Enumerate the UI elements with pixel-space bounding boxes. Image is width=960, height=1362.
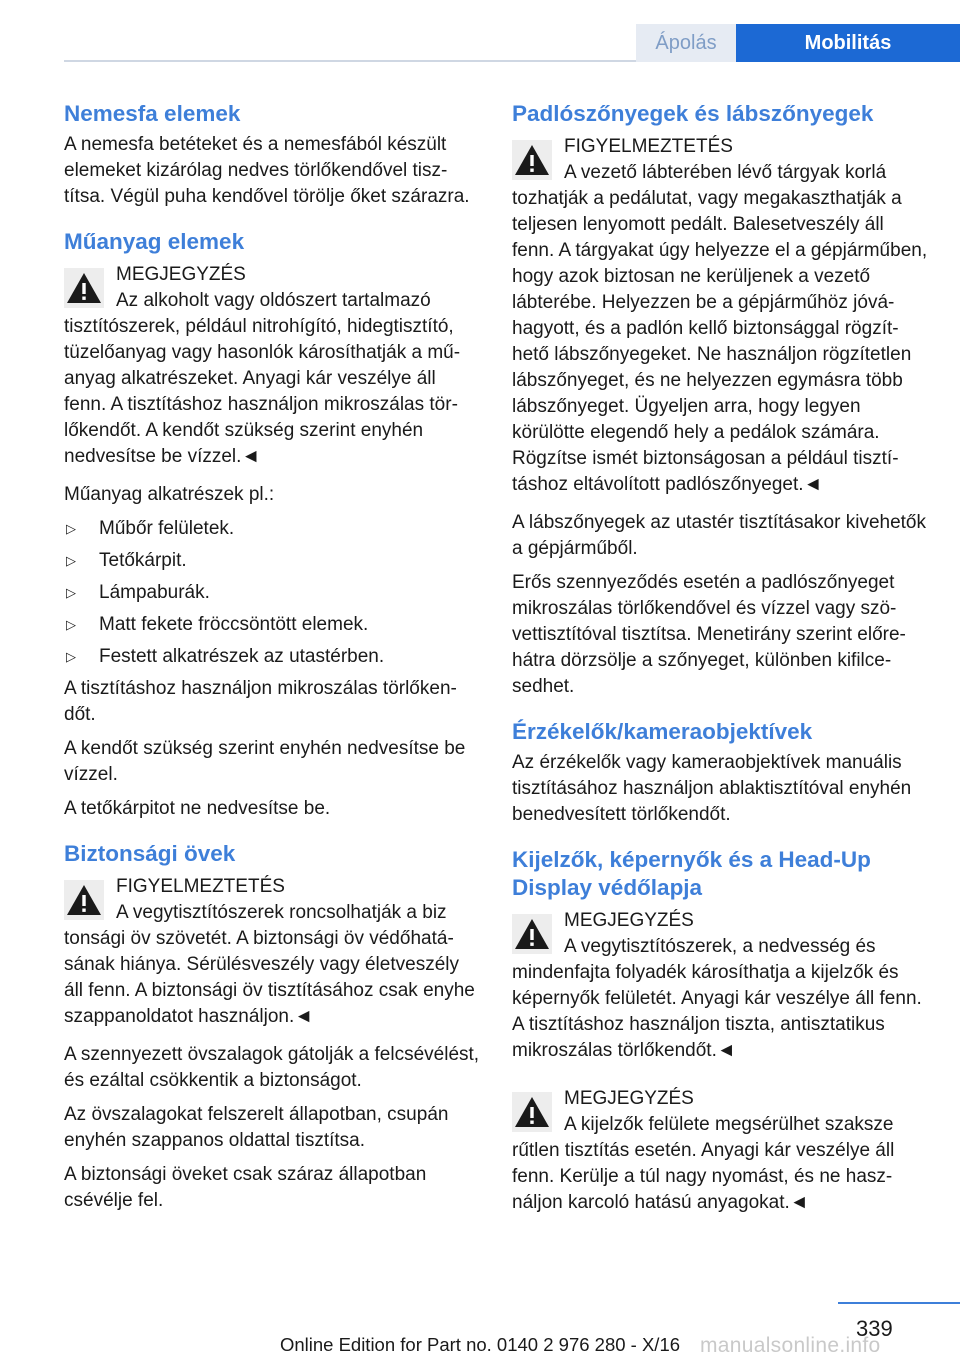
warning-text: rűtlen tisztítás esetén. Anyagi kár veszélye áll fenn. Kerülje a túl nagy nyomást, és ne használjon karcoló hatású anyagokat.◄ [512, 1140, 895, 1213]
warning-note [512, 134, 928, 498]
paragraph: Erős szennyeződés esetén a padlószőnyeget mikroszálas törlőkendővel és vízzel vagy szövettisztítóval tisztítsa. Menetirány szerint előre-hátra dörzsölje a szőnyeget, különben kifilcesedhet. [512, 572, 906, 697]
paragraph: A nemesfa betéteket és a nemesfából készült elemeket kizárólag nedves törlőkendővel tisztítsa. Végül puha kendővel törölje őket szárazra. [64, 134, 470, 207]
section-title-padloszonyegek: Padlószőnyegek és lábszőnyegek [512, 101, 874, 126]
warning-triangle-icon [512, 1092, 552, 1132]
paragraph: Az érzékelők vagy kameraobjektívek manuális tisztításához használjon ablaktisztítóval enyhén benedvesített törlőkendőt. [512, 752, 912, 825]
warning-title: FIGYELMEZTETÉS [564, 136, 733, 157]
warning-text: mindenfajta folyadék károsíthatja a kijelzők és képernyők felületét. Anyagi kár veszélye áll fenn. A tisztításhoz használjon tiszta, antisztatikus mikroszálas törlőkendőt.◄ [512, 962, 922, 1061]
warning-note [512, 1086, 928, 1216]
section-title-muanyag: Műanyag elemek [64, 229, 245, 254]
list-item: ▷ Műbőr felületek. [64, 516, 480, 542]
warning-text-first: Az alkoholt vagy oldószert tartalmazó [116, 290, 431, 311]
section-title-kijelzok: Kijelzők, képernyők és a Head-Up Display védőlapja [512, 847, 871, 900]
warning-triangle-icon [512, 140, 552, 180]
warning-triangle-icon [64, 268, 104, 308]
bullet-triangle-icon: ▷ [66, 521, 76, 536]
paragraph: A lábszőnyegek az utastér tisztításakor kivehetők a gépjárműből. [512, 512, 926, 559]
warning-triangle-icon [64, 880, 104, 920]
warning-text: tisztítószerek, például nitrohígító, hidegtisztító, tüzelőanyag vagy hasonlók károsíthatják a műanyag alkatrészeket. Anyagi kár veszélye áll fenn. A tisztításhoz használjon mikroszálas törlőkendőt. A kendőt szükség szerint enyhén nedvesítse be vízzel.◄ [64, 316, 461, 467]
left-column [64, 100, 480, 1222]
tab-mobilitas[interactable]: Mobilitás [736, 24, 960, 62]
warning-text-first: A vegytisztítószerek roncsolhatják a biz [116, 902, 447, 923]
bullet-list [64, 516, 480, 670]
watermark: manualsonline.info [700, 1334, 881, 1357]
page-number-rule [838, 1302, 960, 1304]
list-item: ▷ Festett alkatrészek az utastérben. [64, 644, 480, 670]
warning-text-first: A vezető lábterében lévő tárgyak korlá [564, 162, 887, 183]
warning-title: FIGYELMEZTETÉS [116, 876, 285, 897]
warning-note [64, 262, 480, 470]
paragraph: A kendőt szükség szerint enyhén nedvesítse be vízzel. [64, 738, 466, 785]
warning-text: tonsági öv szövetét. A biztonsági öv védőhatásának hiánya. Sérülésveszély vagy életveszély áll fenn. A biztonsági öv tisztításához csak enyhe szappanoldatot használjon.◄ [64, 928, 475, 1027]
bullet-triangle-icon: ▷ [66, 553, 76, 568]
right-column [512, 100, 928, 1228]
list-item: ▷ Lámpaburák. [64, 580, 480, 606]
section-title-erzekelok: Érzékelők/kameraobjektívek [512, 719, 813, 744]
paragraph: A szennyezett övszalagok gátolják a felcsévélést, és ezáltal csökkentik a biztonságot. [64, 1044, 480, 1091]
list-item: ▷ Matt fekete fröccsöntött elemek. [64, 612, 480, 638]
section-title-biztonsagi-ovek: Biztonsági övek [64, 841, 236, 866]
edition-footer: Online Edition for Part no. 0140 2 976 280 - X/16 [279, 1334, 681, 1355]
warning-text: tozhatják a pedálutat, vagy megakaszthatják a teljesen lenyomott pedált. Balesetveszély áll fenn. A tárgyakat úgy helyezze el a gépjárműben, hogy azok biztosan ne kerüljenek a vezető lábterébe. Helyezzen be a gépjárműhöz jóváhagyott, és a padlón kellő biztonsággal rögzíthető lábszőnyegeket. Ne használjon rögzítetlen lábszőnyeget, és ne helyezzen egymásra több lábszőnyeget. Ügyeljen arra, hogy legyen körülötte elegendő hely a pedálok számára. Rögzítse ismét biztonságosan a például tisztításhoz eltávolított padlószőnyeget.◄ [512, 188, 928, 495]
warning-note [64, 874, 480, 1030]
warning-triangle-icon [512, 914, 552, 954]
warning-title: MEGJEGYZÉS [116, 264, 246, 285]
paragraph: A tetőkárpitot ne nedvesítse be. [64, 798, 331, 819]
paragraph: A biztonsági öveket csak száraz állapotban csévélje fel. [64, 1164, 427, 1211]
warning-text-first: A kijelzők felülete megsérülhet szakszе [564, 1114, 894, 1135]
list-intro: Műanyag alkatrészek pl.: [64, 484, 275, 505]
bullet-triangle-icon: ▷ [66, 585, 76, 600]
list-item: ▷ Tetőkárpit. [64, 548, 480, 574]
tab-apolas[interactable]: Ápolás [636, 24, 736, 62]
section-title-nemesfa: Nemesfa elemek [64, 101, 241, 126]
warning-title: MEGJEGYZÉS [564, 1088, 694, 1109]
paragraph: A tisztításhoz használjon mikroszálas törlőkendőt. [64, 678, 457, 725]
bullet-triangle-icon: ▷ [66, 617, 76, 632]
warning-text-first: A vegytisztítószerek, a nedvesség és [564, 936, 876, 957]
warning-title: MEGJEGYZÉS [564, 910, 694, 931]
paragraph: Az övszalagokat felszerelt állapotban, csupán enyhén szappanos oldattal tisztítsa. [64, 1104, 449, 1151]
bullet-triangle-icon: ▷ [66, 649, 76, 664]
page-number: 339 [856, 1316, 893, 1341]
warning-note [512, 908, 928, 1064]
